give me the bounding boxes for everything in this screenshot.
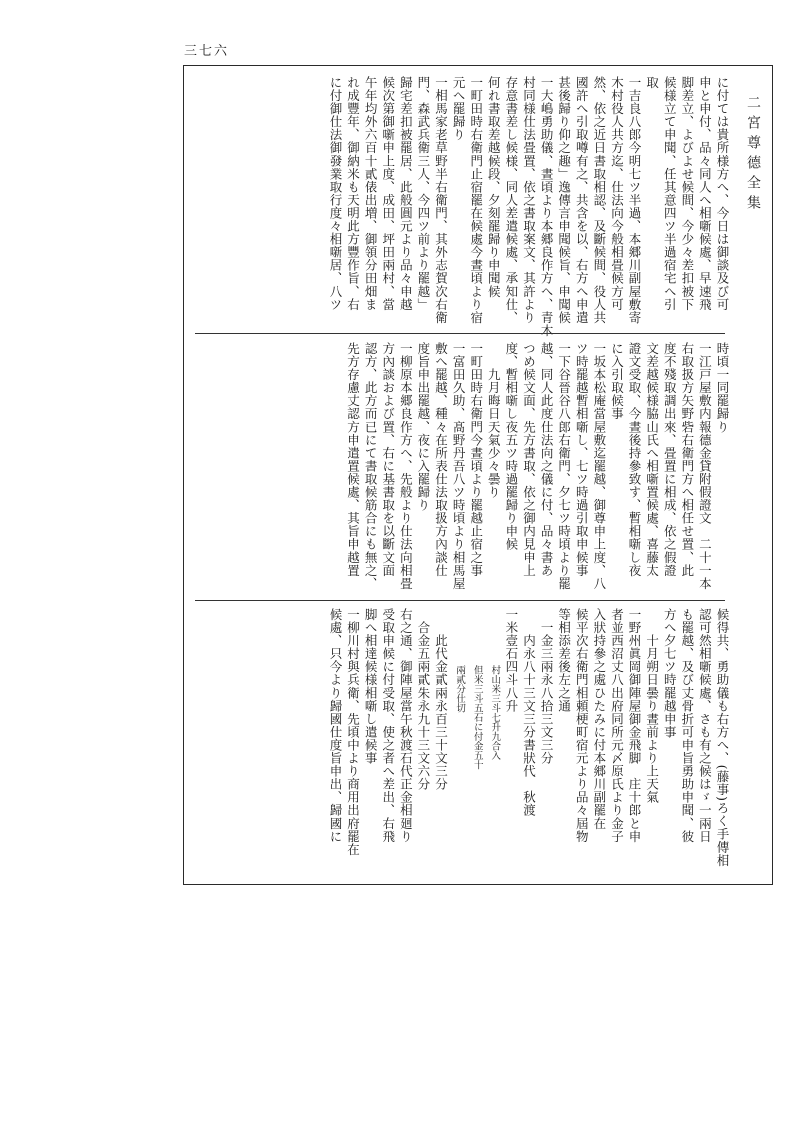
text-column: 歸宅差扣被罷居、此般圓元より品々申越: [398, 76, 414, 311]
text-column: 度不殘取調出來、畳置に相成、依之假證: [662, 342, 678, 577]
text-column: 一江戸屋敷内報德金貸附假證文 二十一本: [697, 342, 713, 590]
text-column: 甚後歸り仰之趣」逸傳言申聞候旨、申聞候: [556, 76, 572, 324]
text-column: 一下谷晉谷八郎右衛門、夕七ツ時頃より罷: [556, 342, 572, 590]
text-column: 然、依之近日書取相認、及斷候間、役人共: [591, 76, 607, 324]
band-bottom: [200, 608, 728, 870]
annotation-column: 村山米三斗七升九合入: [489, 608, 501, 760]
text-column: 何れ書取差越候段、夕刻罷歸り申聞候: [486, 76, 502, 298]
text-column: れ成豐年、御納米も天明此方豐作旨、右: [345, 76, 361, 311]
text-column: 脚へ相達候様相噺し遣候事: [363, 608, 379, 765]
text-column: 村同様仕法畳置、依之書取案文、其許より: [521, 76, 537, 324]
text-column: 一野州眞岡御陣屋御金飛脚 庄十郎と申: [627, 608, 643, 843]
text-column: 元へ罷歸り: [451, 76, 467, 142]
text-column: 入狀持參之處ひたみに付本郷川副罷在: [591, 608, 607, 830]
text-column: 右取扱方矢野砦右衛門方へ相任せ置、此: [679, 342, 695, 577]
text-column: 時頃一同罷歸り: [715, 342, 730, 434]
text-column: つめ候文面、先方書取、依之御内見申上: [521, 342, 537, 577]
text-column: 木村役人共方迄、仕法向今般相畳候方可: [609, 76, 625, 311]
text-column: 方內談および置、右に基書取を以斷文面: [380, 342, 396, 577]
band-divider: [195, 600, 725, 601]
date-heading: 十月朔日曇り晝前より上天氣: [644, 608, 660, 804]
text-column: 一金三兩永八拾三文三分: [539, 608, 555, 765]
text-column: 一相馬家老草野半右衛門、其外志賀次右衛: [433, 76, 449, 324]
text-column: 候得共、勇助儀も右方へ、(藤事)ろく手傳相: [715, 608, 730, 867]
text-column: 午年均外六百十貳俵出増、御領分田畑ま: [363, 76, 379, 311]
text-column: 方へ夕七ツ時罷越申事: [662, 608, 678, 739]
text-column: 脚差立、よびよせ候間、今少々差扣被下: [679, 76, 695, 311]
text-column: 一吉良八郎今明七ツ半過、本郷川副屋敷寄: [627, 76, 643, 324]
annotation-column: 兩貳分仕切: [454, 608, 466, 713]
text-column: に入引取候事: [609, 342, 625, 421]
text-column: 一町田時右衛門止宿罷在候處今晝頃より宿: [468, 76, 484, 324]
text-column: 一坂本松庵當屋敷迄罷越、御尊申上度、八: [591, 342, 607, 590]
text-column: 越、同人此度仕法向之儀に付、品々書あ: [539, 342, 555, 577]
text-column: 存意書差し候様、同人差遣候處、承知仕、: [503, 76, 519, 324]
annotation-column: 但米三斗五石に付金五十: [471, 608, 483, 770]
text-column: 者並西沼丈八出府同所元〆原氏より金子: [609, 608, 625, 843]
text-column: 此代金貳兩永百三十文三分: [433, 608, 449, 791]
text-column: 一富田久助、髙野丹吾八ツ時頃より相馬屋: [451, 342, 467, 590]
text-column: 一柳原本郷良作方へ、先般より仕法向相畳: [398, 342, 414, 590]
text-column: に付ては貴所様方へ、今日は御談及び可: [715, 76, 730, 311]
date-heading: 九月晦日天氣少々曇り: [486, 342, 502, 499]
text-column: 候次第御噺申上度、成田、坪田兩村、當: [380, 76, 396, 311]
text-column: 一大嶋勇助儀、晝頃より本郷良作方へ、青木: [539, 76, 555, 337]
band-divider: [195, 333, 725, 334]
text-column: 候處、只今より歸國仕度旨申出、歸國に: [327, 608, 343, 843]
text-column: 等相添差後左之通: [556, 608, 572, 713]
text-column: 内永八十三文三分書狀代 秋渡: [521, 608, 537, 817]
text-column: ツ時罷越暫相噺し、七ツ時過引取申候事: [574, 342, 590, 577]
band-middle: [200, 342, 728, 592]
text-column: 證文受取、今晝後持參致す、暫相噺し夜: [627, 342, 643, 577]
text-column: 先方存慮丈認方申遣置候處、其旨申越置: [345, 342, 361, 577]
text-column: 一米壹石四斗八升: [503, 608, 519, 713]
text-column: に付御仕法御發業取行度々相噺居、八ツ: [327, 76, 343, 311]
text-column: 取: [644, 76, 660, 90]
book-title: 二宮尊德全集: [745, 95, 761, 215]
text-column: 候様立て申聞、任其意四ツ半過宿宅へ引: [662, 76, 678, 311]
text-column: 受取申候に付受取、使之者へ差出、右飛: [380, 608, 396, 843]
text-column: 候平次右衛門相頼梗町宿元より品々屆物: [574, 608, 590, 843]
band-top: [200, 76, 730, 337]
text-column: 國許へ引取噂有之、共含を以、右方へ申遣: [574, 76, 590, 324]
text-column: 一柳川村與兵衛、先頃中より商用出府罷在: [345, 608, 361, 856]
text-column: も罷越、及び丈骨折可申旨勇助申聞、彼: [679, 608, 695, 843]
text-column: 一町田時右衛門今晝頃より罷越止宿之事: [468, 342, 484, 577]
text-column: 認方、此方而已にて書取候筋合にも無之、: [363, 342, 379, 590]
text-column: 度、暫相噺し夜五ツ時過罷歸り申候: [503, 342, 519, 551]
page-number: 三七六: [184, 44, 230, 59]
text-column: 文差越候様脇山氏へ相噺置候處、喜藤太: [644, 342, 660, 577]
text-column: 合金五兩貳朱永九十三文六分: [415, 608, 431, 791]
text-column: 申と申付、品々同人へ相噺候處、早速飛: [697, 76, 713, 311]
text-column: 度旨申出罷越、夜に入罷歸り: [415, 342, 431, 512]
text-column: 認可然相噺候處、さも有之候はゞ一兩日: [697, 608, 713, 843]
text-column: 右之通、御陣屋當午秋渡石代正金相廻り: [398, 608, 414, 843]
text-column: 敷へ罷越、種々在所表仕法取扱方內談仕: [433, 342, 449, 577]
text-column: 門、森武兵衛三人、今四ツ前より罷越」: [415, 76, 431, 311]
